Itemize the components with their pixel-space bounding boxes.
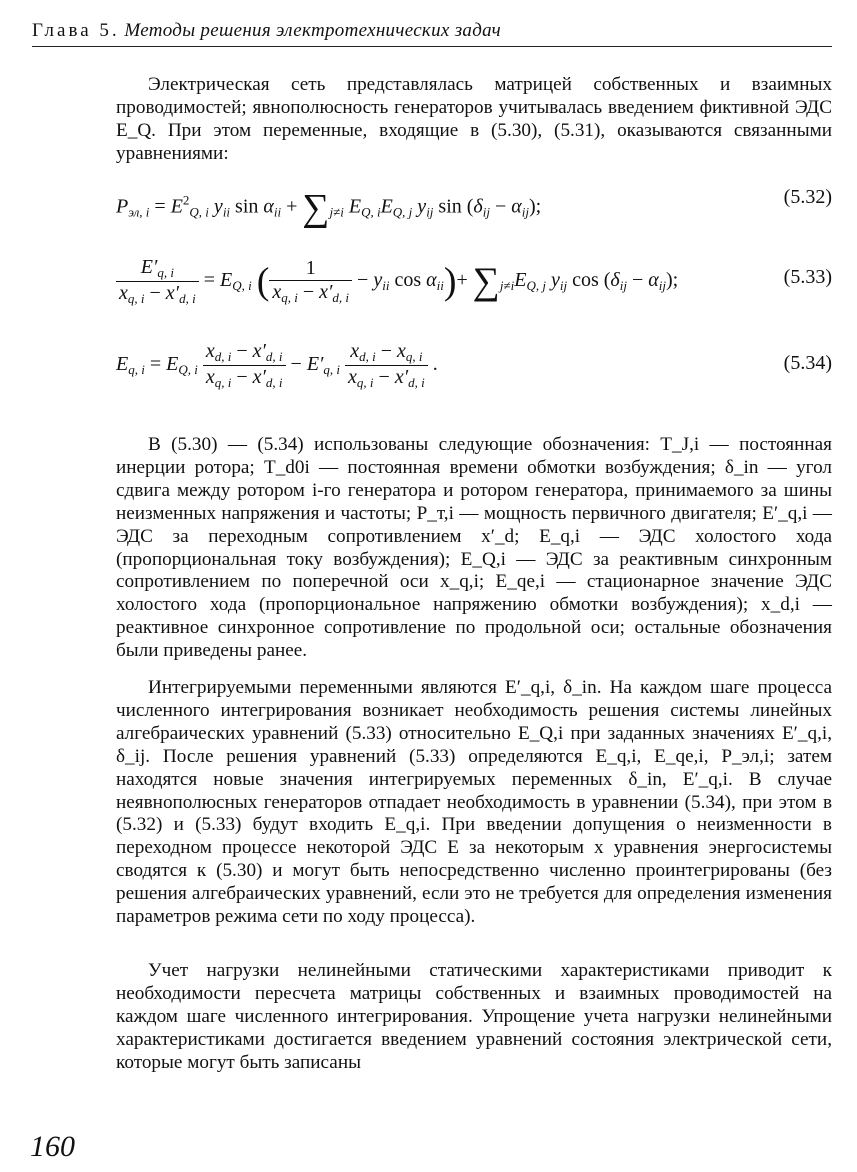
equation-5-32-body: $P_{эл, i} = E^2_{Q, i}$ $y_{ii}$ $\sin \alpha_{ii} + \sum_{j\ne i}$ $E_{Q, i}E_{Q, j}$ $y_{ij}$ $\sin (\delta_{ij} - \alpha_{ij})$; xyxy=(116,187,542,229)
paragraph-intro: Электрическая сеть представлялась матрицей собственных и взаимных проводимостей; явнополюсность генераторов учитывалась введением фиктивной ЭДС E_Q. При этом переменные, входящие в (5.30), (5.31), оказываются связанными уравнениями: xyxy=(116,74,832,164)
equation-5-33-body: $\frac{E'_{q, i}}{x_{q, i} - x'_{d, i}}$ = $E_{Q, i}$ ( $\frac{1}{x_{q, i} - x'_{d, i}}$ − $y_{ii}$ $\cos \alpha_{ii})+ \sum_{j\ne i}E_{Q, j}$ $y_{ij}$ $\cos (\delta_{ij} - \alpha_{ij})$; xyxy=(116,256,678,307)
equation-5-34 xyxy=(116,336,832,402)
equation-5-34-body: $E_{q, i} = E_{Q, i}$ $\frac{x_{d, i} - x'_{d, i}}{x_{q, i} - x'_{d, i}}$ − $E'_{q, i}$ $\frac{x_{d, i} - x_{q, i}}{x_{q, i} - x'_{d, i}}$ . xyxy=(116,340,438,390)
equation-number: (5.34) xyxy=(783,352,832,374)
paragraph-integration: Интегрируемыми переменными являются E′_q,i, δ_in. На каждом шаге процесса численного интегрирования возникает необходимость решения системы линейных алгебраических уравнений (5.33) относительно E_Q,i при заданных значениях E′_q,i, δ_ij. После решения уравнений (5.33) определяются E_q,i, E_qe,i, P_эл,i; затем находятся новые значения интегрируемых переменных δ_in, E′_q,i. В случае неявнополюсных генераторов отпадает необходимость в уравнении (5.34), при этом в (5.32) и (5.33) будут входить E_q,i. При введении допущения о неизменности в переходном процессе некоторой ЭДС E за некоторым x уравнения энергосистемы сводятся к (5.30) и могут быть непосредственно численно проинтегрированы (без решения алгебраических уравнений, если это не требуется для определения изменения параметров режима сети по ходу процесса). xyxy=(116,677,832,928)
equation-number: (5.32) xyxy=(783,186,832,208)
paragraph-notation: В (5.30) — (5.34) использованы следующие обозначения: T_J,i — постоянная инерции ротора; T_d0i — постоянная времени обмотки возбуждения; δ_in — угол сдвига между ротором i-го генератора и ротором генератора, принимаемого за шины неизменных напряжения и частоты; P_т,i — мощность первичного двигателя; E′_q,i — ЭДС за переходным сопротивлением x′_d; E_q,i — ЭДС холостого хода (пропорциональная току возбуждения); E_Q,i — ЭДС за реактивным синхронным сопротивлением по поперечной оси x_q,i; E_qe,i — стационарное значение ЭДС холостого хода (пропорциональное напряжению обмотки возбуждения); x_d,i — реактивное синхронное сопротивление по продольной оси; остальные обозначения были приведены ранее. xyxy=(116,434,832,662)
equation-5-32 xyxy=(116,176,832,240)
chapter-title: Методы решения электротехнических задач xyxy=(124,20,502,41)
chapter-label: Глава 5. xyxy=(32,20,120,41)
equation-number: (5.33) xyxy=(783,266,832,288)
paragraph-load: Учет нагрузки нелинейными статическими характеристиками приводит к необходимости пересчета матрицы собственных и взаимных проводимостей на каждом шаге численного интегрирования. Упрощение учета нагрузки нелинейными характеристиками достигается введением уравнений состояния электрической сети, которые могут быть записаны xyxy=(116,960,832,1073)
equation-5-33 xyxy=(116,252,832,330)
running-header xyxy=(32,20,832,47)
page-number: 160 xyxy=(30,1130,75,1163)
